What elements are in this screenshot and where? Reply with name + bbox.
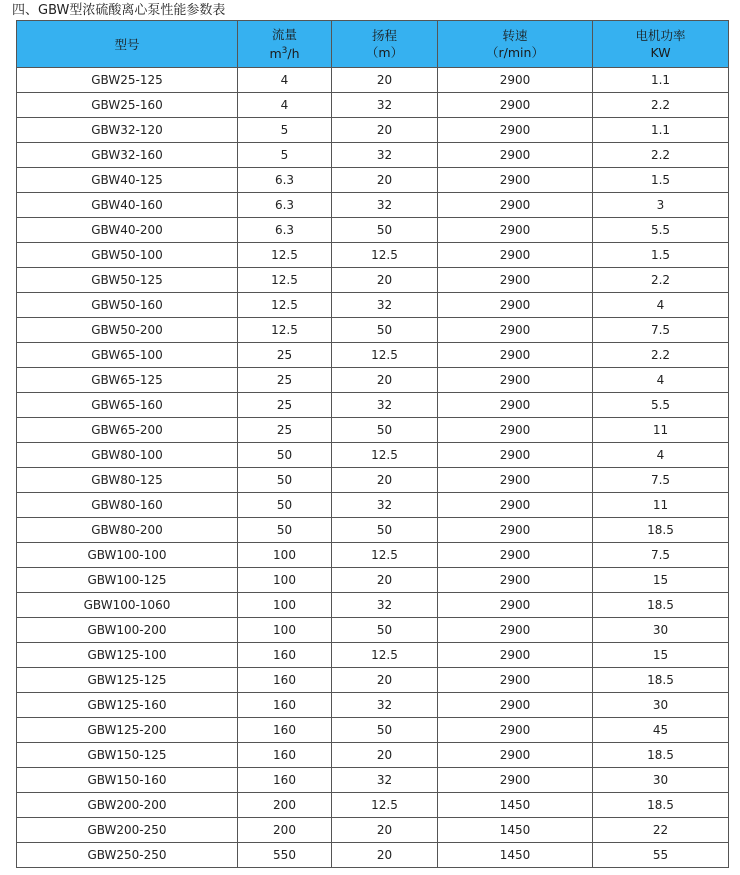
table-row xyxy=(17,93,729,118)
cell-power: 22 xyxy=(593,818,729,843)
cell-flow: 100 xyxy=(238,593,332,618)
cell-speed: 2900 xyxy=(438,293,593,318)
cell-power: 1.5 xyxy=(593,243,729,268)
cell-head: 20 xyxy=(332,368,438,393)
cell-speed: 2900 xyxy=(438,468,593,493)
cell-power: 2.2 xyxy=(593,93,729,118)
cell-speed: 2900 xyxy=(438,643,593,668)
table-row xyxy=(17,193,729,218)
cell-model: GBW50-200 xyxy=(17,318,238,343)
cell-model: GBW40-200 xyxy=(17,218,238,243)
cell-flow: 50 xyxy=(238,518,332,543)
header-power-unit: KW xyxy=(650,45,671,60)
cell-flow: 12.5 xyxy=(238,243,332,268)
flow-unit-h: /h xyxy=(287,46,300,62)
cell-power: 7.5 xyxy=(593,468,729,493)
cell-flow: 160 xyxy=(238,643,332,668)
table-row xyxy=(17,818,729,843)
cell-model: GBW80-200 xyxy=(17,518,238,543)
table-row xyxy=(17,293,729,318)
cell-speed: 2900 xyxy=(438,693,593,718)
cell-power: 30 xyxy=(593,768,729,793)
cell-model: GBW200-250 xyxy=(17,818,238,843)
cell-model: GBW65-160 xyxy=(17,393,238,418)
cell-model: GBW150-125 xyxy=(17,743,238,768)
cell-power: 1.1 xyxy=(593,118,729,143)
cell-power: 18.5 xyxy=(593,593,729,618)
cell-speed: 2900 xyxy=(438,218,593,243)
table-row xyxy=(17,368,729,393)
header-flow xyxy=(238,21,332,68)
cell-flow: 160 xyxy=(238,768,332,793)
cell-model: GBW40-160 xyxy=(17,193,238,218)
cell-flow: 6.3 xyxy=(238,193,332,218)
header-model-label: 型号 xyxy=(114,36,140,52)
cell-head: 50 xyxy=(332,618,438,643)
table-row xyxy=(17,793,729,818)
flow-unit-sup: 3 xyxy=(281,45,288,56)
cell-flow: 100 xyxy=(238,618,332,643)
cell-power: 30 xyxy=(593,693,729,718)
table-row xyxy=(17,393,729,418)
table-row xyxy=(17,593,729,618)
cell-flow: 550 xyxy=(238,843,332,868)
cell-power: 2.2 xyxy=(593,343,729,368)
cell-speed: 2900 xyxy=(438,118,593,143)
header-model xyxy=(17,21,238,68)
table-row xyxy=(17,618,729,643)
cell-power: 2.2 xyxy=(593,143,729,168)
header-head xyxy=(332,21,438,68)
cell-speed: 2900 xyxy=(438,668,593,693)
cell-speed: 2900 xyxy=(438,393,593,418)
cell-speed: 2900 xyxy=(438,743,593,768)
cell-power: 3 xyxy=(593,193,729,218)
cell-speed: 2900 xyxy=(438,318,593,343)
table-row xyxy=(17,443,729,468)
cell-model: GBW32-160 xyxy=(17,143,238,168)
cell-head: 20 xyxy=(332,68,438,93)
cell-power: 15 xyxy=(593,643,729,668)
cell-head: 12.5 xyxy=(332,793,438,818)
cell-speed: 2900 xyxy=(438,168,593,193)
cell-model: GBW125-200 xyxy=(17,718,238,743)
cell-power: 30 xyxy=(593,618,729,643)
cell-speed: 2900 xyxy=(438,518,593,543)
cell-head: 20 xyxy=(332,668,438,693)
pump-parameter-table xyxy=(16,20,729,868)
cell-flow: 12.5 xyxy=(238,318,332,343)
cell-flow: 25 xyxy=(238,343,332,368)
cell-head: 12.5 xyxy=(332,343,438,368)
cell-speed: 2900 xyxy=(438,418,593,443)
cell-model: GBW125-160 xyxy=(17,693,238,718)
cell-speed: 2900 xyxy=(438,618,593,643)
table-row xyxy=(17,743,729,768)
cell-model: GBW80-100 xyxy=(17,443,238,468)
cell-power: 2.2 xyxy=(593,268,729,293)
page-title: 四、GBW型浓硫酸离心泵性能参数表 xyxy=(12,3,226,18)
cell-speed: 2900 xyxy=(438,268,593,293)
table-row xyxy=(17,568,729,593)
cell-head: 32 xyxy=(332,93,438,118)
cell-head: 50 xyxy=(332,518,438,543)
cell-model: GBW50-100 xyxy=(17,243,238,268)
cell-model: GBW125-100 xyxy=(17,643,238,668)
cell-speed: 1450 xyxy=(438,793,593,818)
cell-head: 32 xyxy=(332,493,438,518)
cell-flow: 12.5 xyxy=(238,268,332,293)
cell-model: GBW32-120 xyxy=(17,118,238,143)
cell-model: GBW100-125 xyxy=(17,568,238,593)
table-row xyxy=(17,768,729,793)
cell-power: 55 xyxy=(593,843,729,868)
table-row xyxy=(17,543,729,568)
cell-head: 32 xyxy=(332,393,438,418)
cell-head: 32 xyxy=(332,768,438,793)
table-row xyxy=(17,343,729,368)
table-body xyxy=(17,68,729,868)
header-flow-unit xyxy=(269,46,299,61)
cell-speed: 2900 xyxy=(438,718,593,743)
cell-power: 5.5 xyxy=(593,218,729,243)
cell-model: GBW100-1060 xyxy=(17,593,238,618)
cell-flow: 160 xyxy=(238,668,332,693)
cell-speed: 2900 xyxy=(438,93,593,118)
cell-head: 20 xyxy=(332,168,438,193)
table-header xyxy=(17,21,729,68)
cell-head: 12.5 xyxy=(332,543,438,568)
cell-flow: 6.3 xyxy=(238,218,332,243)
cell-power: 18.5 xyxy=(593,518,729,543)
cell-model: GBW250-250 xyxy=(17,843,238,868)
cell-head: 20 xyxy=(332,843,438,868)
cell-speed: 2900 xyxy=(438,243,593,268)
table-row xyxy=(17,418,729,443)
cell-flow: 25 xyxy=(238,368,332,393)
cell-speed: 2900 xyxy=(438,543,593,568)
cell-model: GBW125-125 xyxy=(17,668,238,693)
table-row xyxy=(17,718,729,743)
cell-power: 18.5 xyxy=(593,743,729,768)
cell-head: 32 xyxy=(332,143,438,168)
cell-flow: 5 xyxy=(238,143,332,168)
header-speed-unit: （r/min） xyxy=(486,45,544,60)
cell-head: 32 xyxy=(332,693,438,718)
cell-flow: 25 xyxy=(238,418,332,443)
table-row xyxy=(17,468,729,493)
cell-model: GBW100-200 xyxy=(17,618,238,643)
table-row xyxy=(17,843,729,868)
table-row xyxy=(17,118,729,143)
cell-model: GBW25-125 xyxy=(17,68,238,93)
cell-model: GBW200-200 xyxy=(17,793,238,818)
header-head-unit: （m） xyxy=(365,45,404,60)
cell-model: GBW65-100 xyxy=(17,343,238,368)
cell-model: GBW65-125 xyxy=(17,368,238,393)
table-row xyxy=(17,243,729,268)
header-power-label: 电机功率 xyxy=(635,28,686,43)
cell-head: 20 xyxy=(332,568,438,593)
cell-model: GBW25-160 xyxy=(17,93,238,118)
cell-power: 4 xyxy=(593,368,729,393)
table-row xyxy=(17,268,729,293)
table-row xyxy=(17,68,729,93)
cell-power: 1.5 xyxy=(593,168,729,193)
cell-model: GBW50-160 xyxy=(17,293,238,318)
cell-power: 45 xyxy=(593,718,729,743)
header-row xyxy=(17,21,729,68)
cell-flow: 5 xyxy=(238,118,332,143)
cell-model: GBW65-200 xyxy=(17,418,238,443)
table-row xyxy=(17,668,729,693)
cell-speed: 2900 xyxy=(438,193,593,218)
cell-head: 50 xyxy=(332,218,438,243)
cell-flow: 12.5 xyxy=(238,293,332,318)
table-row xyxy=(17,168,729,193)
cell-flow: 200 xyxy=(238,793,332,818)
cell-flow: 100 xyxy=(238,543,332,568)
header-head-label: 扬程 xyxy=(371,28,397,43)
cell-head: 12.5 xyxy=(332,643,438,668)
cell-power: 15 xyxy=(593,568,729,593)
cell-speed: 2900 xyxy=(438,68,593,93)
cell-head: 12.5 xyxy=(332,243,438,268)
cell-speed: 1450 xyxy=(438,843,593,868)
header-power xyxy=(593,21,729,68)
table-row xyxy=(17,143,729,168)
header-speed-label: 转速 xyxy=(502,28,528,43)
cell-model: GBW80-125 xyxy=(17,468,238,493)
cell-model: GBW100-100 xyxy=(17,543,238,568)
cell-flow: 160 xyxy=(238,743,332,768)
cell-flow: 100 xyxy=(238,568,332,593)
cell-flow: 50 xyxy=(238,493,332,518)
cell-power: 7.5 xyxy=(593,318,729,343)
cell-power: 18.5 xyxy=(593,793,729,818)
table-row xyxy=(17,693,729,718)
cell-power: 4 xyxy=(593,293,729,318)
cell-speed: 2900 xyxy=(438,768,593,793)
cell-flow: 160 xyxy=(238,718,332,743)
cell-flow: 4 xyxy=(238,68,332,93)
cell-power: 18.5 xyxy=(593,668,729,693)
cell-head: 32 xyxy=(332,193,438,218)
cell-power: 11 xyxy=(593,493,729,518)
table-row xyxy=(17,493,729,518)
cell-head: 50 xyxy=(332,418,438,443)
cell-flow: 50 xyxy=(238,468,332,493)
cell-power: 5.5 xyxy=(593,393,729,418)
cell-head: 50 xyxy=(332,318,438,343)
cell-power: 11 xyxy=(593,418,729,443)
cell-speed: 2900 xyxy=(438,593,593,618)
cell-head: 20 xyxy=(332,118,438,143)
cell-model: GBW80-160 xyxy=(17,493,238,518)
cell-model: GBW50-125 xyxy=(17,268,238,293)
cell-speed: 2900 xyxy=(438,143,593,168)
cell-head: 20 xyxy=(332,743,438,768)
cell-speed: 1450 xyxy=(438,818,593,843)
cell-speed: 2900 xyxy=(438,343,593,368)
cell-power: 7.5 xyxy=(593,543,729,568)
cell-model: GBW150-160 xyxy=(17,768,238,793)
cell-flow: 4 xyxy=(238,93,332,118)
cell-model: GBW40-125 xyxy=(17,168,238,193)
cell-speed: 2900 xyxy=(438,443,593,468)
cell-head: 20 xyxy=(332,268,438,293)
cell-speed: 2900 xyxy=(438,368,593,393)
cell-power: 4 xyxy=(593,443,729,468)
header-flow-label: 流量 xyxy=(271,26,297,42)
cell-power: 1.1 xyxy=(593,68,729,93)
cell-head: 20 xyxy=(332,818,438,843)
cell-head: 50 xyxy=(332,718,438,743)
flow-unit-m: m xyxy=(269,46,282,62)
table-row xyxy=(17,643,729,668)
cell-flow: 6.3 xyxy=(238,168,332,193)
table-row xyxy=(17,518,729,543)
cell-head: 20 xyxy=(332,468,438,493)
cell-head: 12.5 xyxy=(332,443,438,468)
table-row xyxy=(17,318,729,343)
cell-flow: 50 xyxy=(238,443,332,468)
table-row xyxy=(17,218,729,243)
cell-head: 32 xyxy=(332,593,438,618)
cell-flow: 160 xyxy=(238,693,332,718)
cell-speed: 2900 xyxy=(438,568,593,593)
cell-speed: 2900 xyxy=(438,493,593,518)
cell-flow: 25 xyxy=(238,393,332,418)
header-speed xyxy=(438,21,593,68)
cell-flow: 200 xyxy=(238,818,332,843)
cell-head: 32 xyxy=(332,293,438,318)
